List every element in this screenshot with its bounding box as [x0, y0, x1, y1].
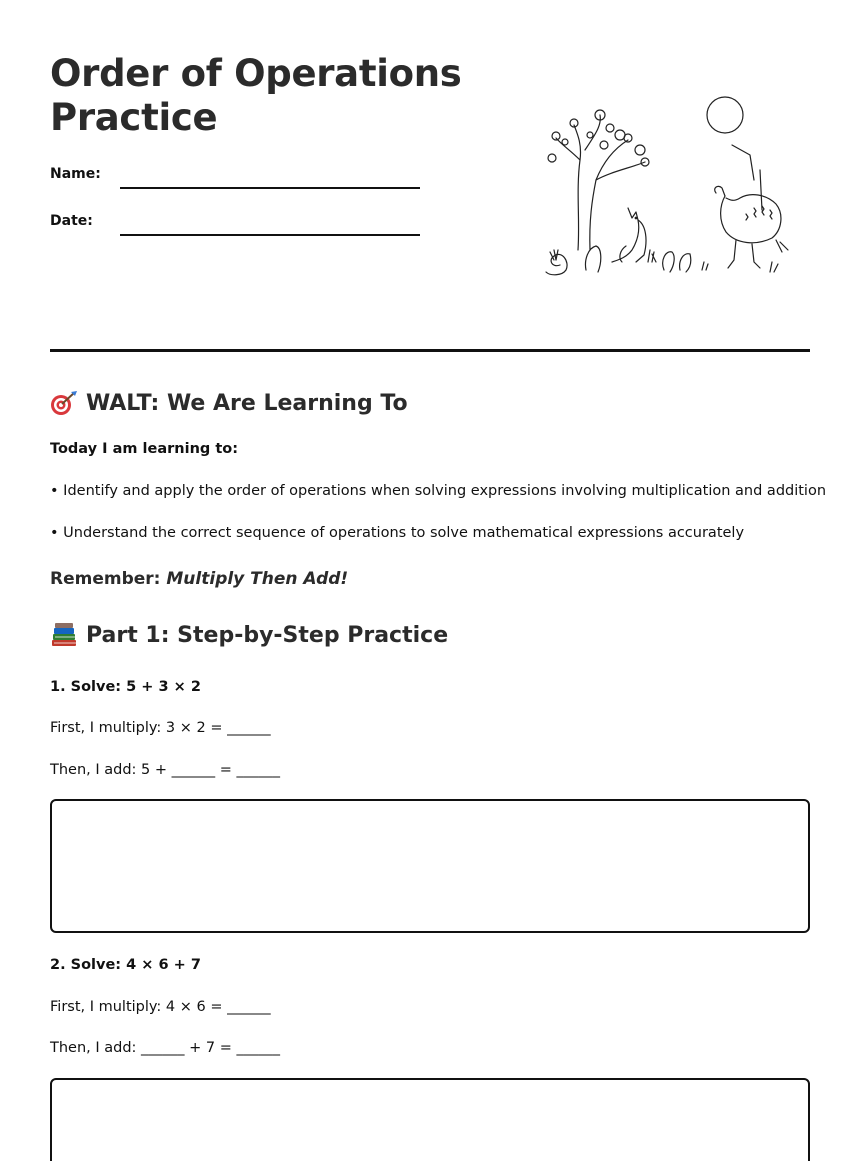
question-2-step-1: First, I multiply: 4 × 6 = ______ [50, 999, 271, 1015]
walt-heading-text: WALT: We Are Learning To [86, 390, 408, 416]
walt-goal-1: • Identify and apply the order of operations when solving expressions involving multiplication and addition [50, 483, 827, 499]
remember-label: Remember: [50, 569, 161, 589]
name-field[interactable] [120, 187, 420, 189]
walt-goal-2: • Understand the correct sequence of operations to solve mathematical expressions accurately [50, 525, 745, 541]
part1-heading [50, 622, 448, 648]
remember-text: Multiply Then Add! [166, 569, 349, 589]
question-2-step-2: Then, I add: ______ + 7 = ______ [50, 1040, 281, 1056]
question-1-prompt: 1. Solve: 5 + 3 × 2 [50, 679, 201, 695]
question-2-prompt: 2. Solve: 4 × 6 + 7 [50, 957, 201, 973]
section-divider [50, 349, 810, 352]
question-2-answer-box[interactable] [50, 1078, 810, 1161]
question-1-step-1: First, I multiply: 3 × 2 = ______ [50, 720, 271, 736]
books-icon [50, 622, 78, 648]
date-label: Date: [50, 213, 93, 229]
outback-animals-drawing [540, 90, 790, 290]
question-1-step-2: Then, I add: 5 + ______ = ______ [50, 762, 281, 778]
name-label: Name: [50, 166, 101, 182]
walt-intro: Today I am learning to: [50, 441, 239, 457]
page-title: Order of Operations Practice [50, 52, 462, 139]
target-icon [50, 390, 78, 416]
question-1-answer-box[interactable] [50, 799, 810, 933]
part1-heading-text: Part 1: Step-by-Step Practice [86, 622, 449, 648]
walt-heading [50, 390, 408, 416]
date-field[interactable] [120, 234, 420, 236]
remember-note [50, 569, 348, 589]
